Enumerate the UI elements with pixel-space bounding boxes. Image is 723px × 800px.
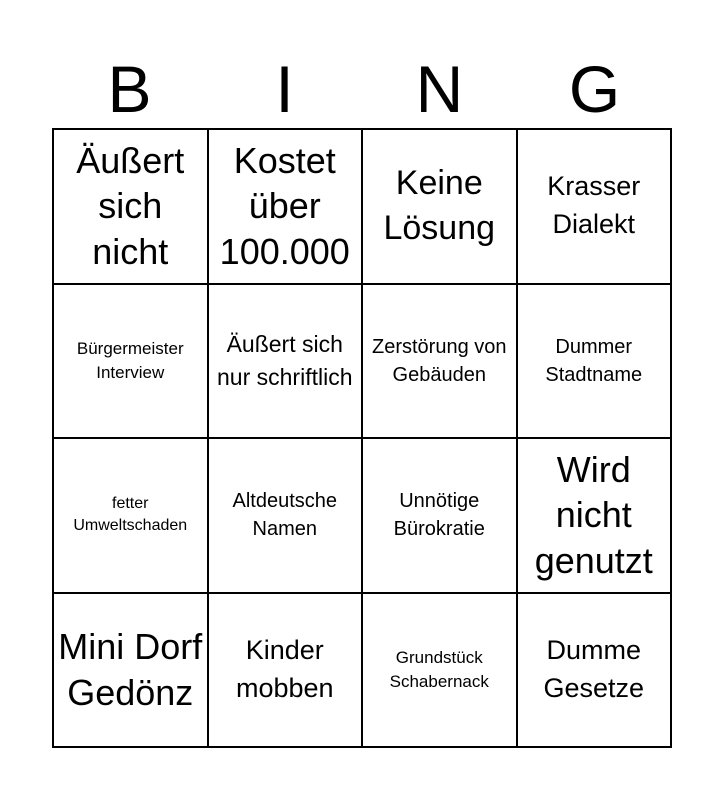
header-letter-g: G (568, 52, 621, 126)
bingo-cell-r2c3[interactable] (362, 284, 517, 439)
bingo-cell-label: Dumme Gesetze (543, 634, 645, 703)
bingo-cell-label: Dummer Stadtname (545, 335, 643, 386)
bingo-cell-label: Grundstück Schabernack (389, 647, 489, 691)
bingo-cell-label: Äußert sich nicht (76, 139, 185, 273)
bingo-cell-label: Kinder mobben (235, 634, 334, 703)
bingo-cell-r3c1[interactable] (53, 438, 208, 593)
bingo-cell-r3c3[interactable] (362, 438, 517, 593)
bingo-cell-r2c1[interactable] (53, 284, 208, 439)
bingo-cell-r1c2[interactable] (208, 129, 363, 284)
bingo-cell-r2c2[interactable] (208, 284, 363, 439)
bingo-cell-label: Keine Lösung (383, 164, 496, 248)
bingo-cell-label: Bürgermeister Interview (76, 338, 184, 382)
header-letter-b: B (107, 52, 152, 126)
bingo-cell-label: Kostet über 100.000 (219, 139, 350, 273)
bingo-cell-label: Altdeutsche Namen (232, 490, 337, 541)
bingo-cell-label: Krasser Dialekt (547, 171, 641, 240)
bingo-cell-r3c2[interactable] (208, 438, 363, 593)
bingo-cell-r4c3[interactable] (362, 593, 517, 748)
bingo-cell-label: Äußert sich nur schriftlich (217, 331, 353, 390)
bingo-cell-label: Zerstörung von Gebäuden (371, 335, 507, 386)
bingo-cell-label: Unnötige Bürokratie (393, 490, 485, 541)
bingo-cell-r4c2[interactable] (208, 593, 363, 748)
bingo-header (52, 50, 672, 128)
header-letter-n: N (415, 52, 464, 126)
bingo-cell-r1c4[interactable] (517, 129, 672, 284)
bingo-cell-label: Mini Dorf Gedönz (58, 626, 203, 713)
bingo-cell-r4c1[interactable] (53, 593, 208, 748)
bingo-grid (52, 128, 672, 748)
bingo-cell-r3c4[interactable] (517, 438, 672, 593)
bingo-cell-r2c4[interactable] (517, 284, 672, 439)
bingo-cell-label: fetter Umweltschaden (73, 494, 188, 535)
bingo-cell-label: Wird nicht genutzt (534, 448, 653, 582)
bingo-cell-r4c4[interactable] (517, 593, 672, 748)
bingo-cell-r1c1[interactable] (53, 129, 208, 284)
header-letter-i: I (275, 52, 294, 126)
bingo-cell-r1c3[interactable] (362, 129, 517, 284)
